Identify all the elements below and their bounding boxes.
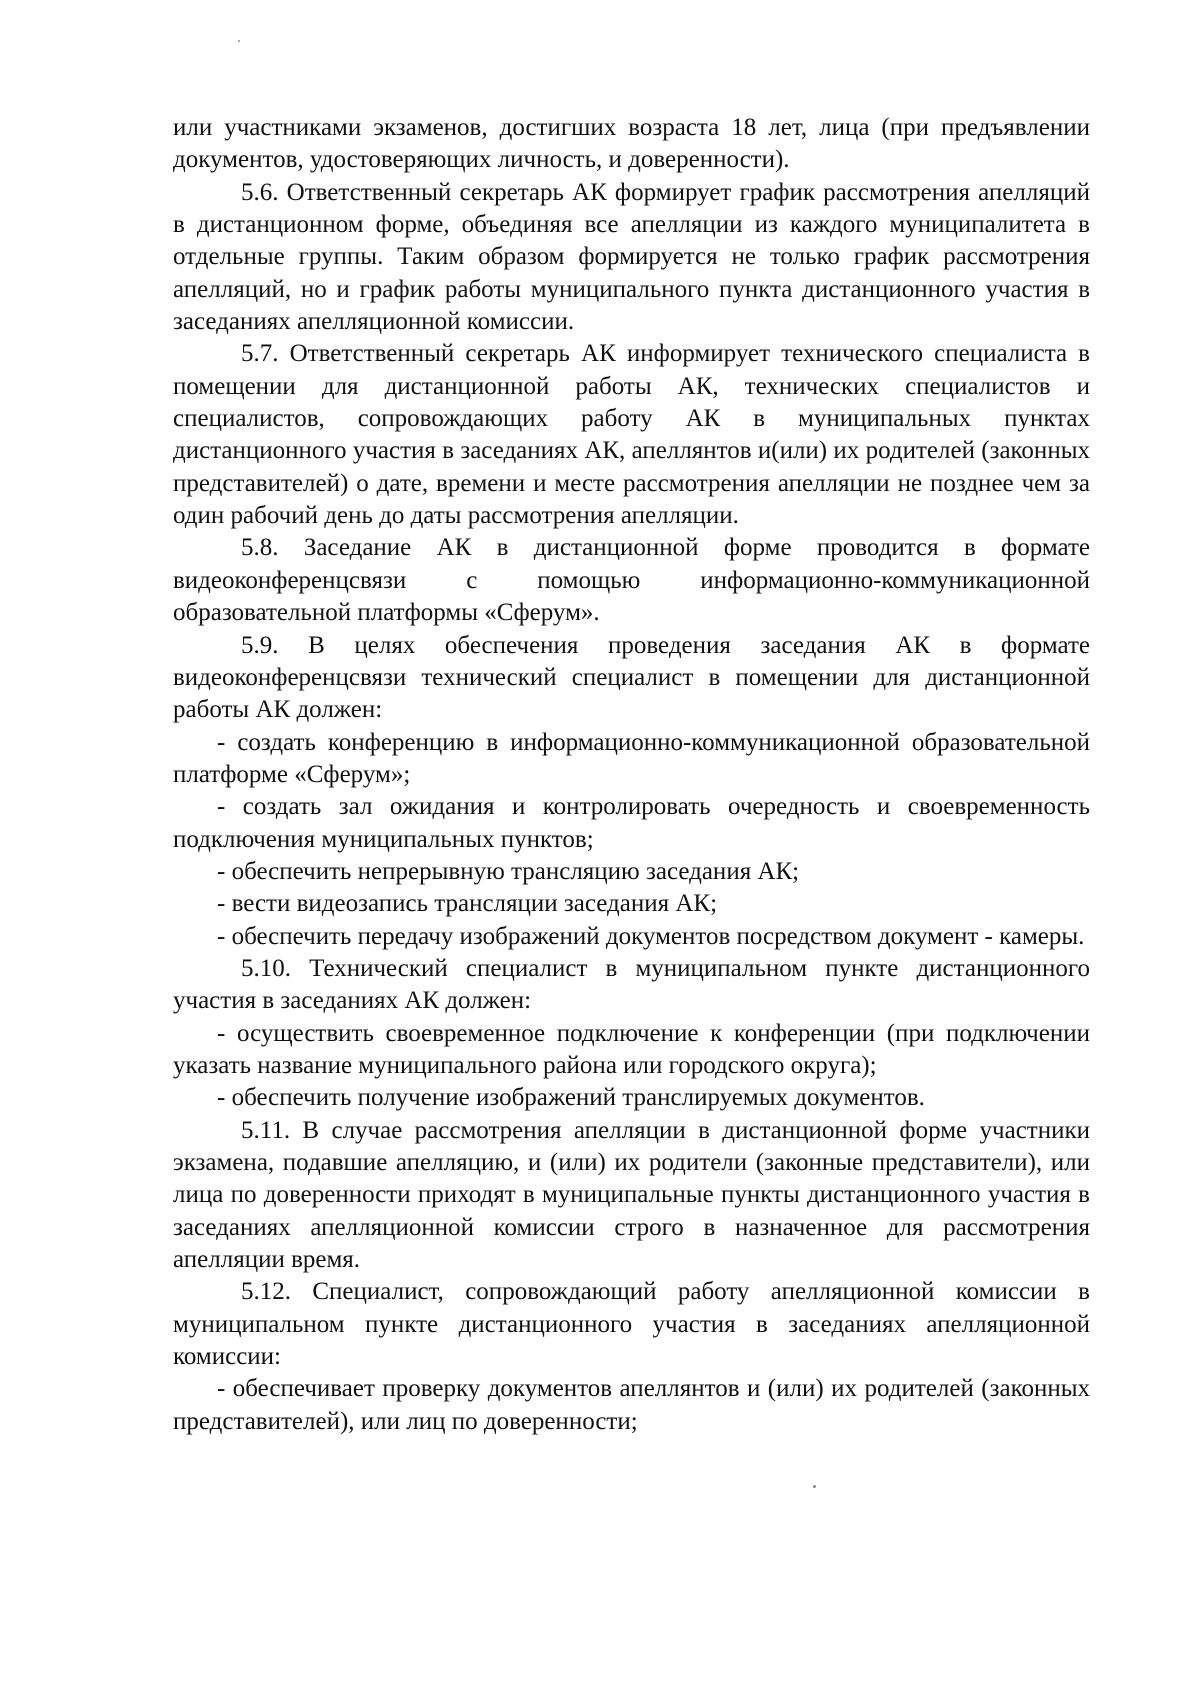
paragraph-5-7: 5.7. Ответственный секретарь АК информирует технического специалиста в помещении для дистанционной работы АК, технических специалистов и специалистов, сопровождающих работу АК в муниципальных пунктах дистанционного участия в заседаниях АК, апеллянтов и(или) их родителей (законных представителей) о дате, времени и месте рассмотрения апелляции не позднее чем за один рабочий день до даты рассмотрения апелляции. xyxy=(173,340,1090,530)
scan-speck xyxy=(238,40,240,42)
list-item: - осуществить своевременное подключение к конференции (при подключении указать название муниципального района или городского округа); xyxy=(173,1019,1090,1079)
list-item: - создать зал ожидания и контролировать очередность и своевременность подключения муниципальных пунктов; xyxy=(173,793,1090,853)
paragraph-5-6: 5.6. Ответственный секретарь АК формирует график рассмотрения апелляций в дистанционном форме, объединяя все апелляции из каждого муниципалитета в отдельные группы. Таким образом формируется не только график рассмотрения апелляций, но и график работы муниципального пункта дистанционного участия в заседаниях апелляционной комиссии. xyxy=(173,178,1090,336)
list-item: - обеспечить получение изображений транслируемых документов. xyxy=(217,1084,925,1112)
paragraph-continuation: или участниками экзаменов, достигших возраста 18 лет, лица (при предъявлении документов, удостоверяющих личность, и доверенности). xyxy=(173,114,1090,174)
scan-speck xyxy=(813,1485,816,1488)
paragraph-5-9: 5.9. В целях обеспечения проведения заседания АК в формате видеоконференцсвязи технический специалист в помещении для дистанционной работы АК должен: xyxy=(173,631,1090,724)
list-item: - обеспечить передачу изображений документов посредством документ - камеры. xyxy=(217,922,1085,950)
paragraph-5-10: 5.10. Технический специалист в муниципальном пункте дистанционного участия в заседаниях АК должен: xyxy=(173,954,1090,1015)
list-item: - создать конференцию в информационно-коммуникационной образовательной платформе «Сферум»; xyxy=(173,728,1090,788)
paragraph-5-12: 5.12. Специалист, сопровождающий работу апелляционной комиссии в муниципальном пункте дистанционного участия в заседаниях апелляционной комиссии: xyxy=(173,1278,1090,1371)
document-body xyxy=(173,112,1090,1438)
list-item: - обеспечивает проверку документов апеллянтов и (или) их родителей (законных представителей), или лиц по доверенности; xyxy=(173,1375,1090,1435)
paragraph-5-11: 5.11. В случае рассмотрения апелляции в дистанционной форме участники экзамена, подавшие апелляцию, и (или) их родители (законные представители), или лица по доверенности приходят в муниципальные пункты дистанционного участия в заседаниях апелляционной комиссии строго в назначенное для рассмотрения апелляции время. xyxy=(173,1116,1090,1274)
list-item: - вести видеозапись трансляции заседания АК; xyxy=(217,890,718,918)
paragraph-5-8: 5.8. Заседание АК в дистанционной форме проводится в формате видеоконференцсвязи с помощью информационно-коммуникационной образовательной платформы «Сферум». xyxy=(173,534,1090,627)
list-item: - обеспечить непрерывную трансляцию заседания АК; xyxy=(217,857,800,885)
